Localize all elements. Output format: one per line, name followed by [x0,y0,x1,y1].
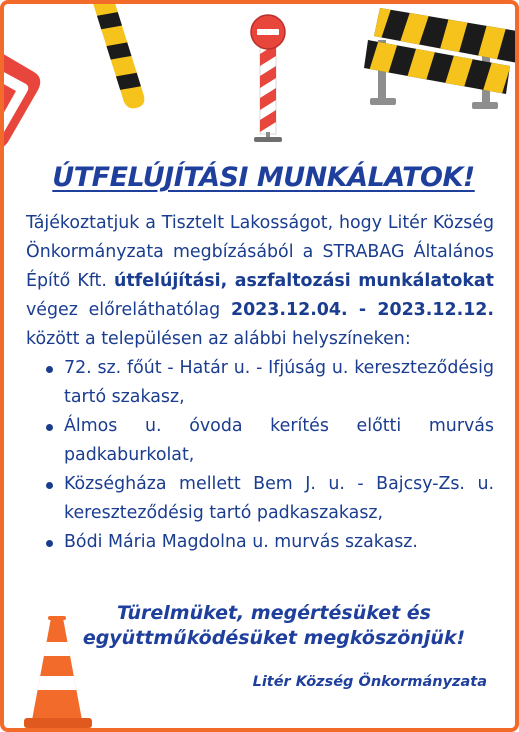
list-item: Bódi Mária Magdolna u. murvás szakasz. [26,528,494,557]
no-entry-sign-pole-icon [248,14,288,146]
striped-pole-icon [84,0,154,115]
closing-line-2: együttműködésüket megköszönjük! [82,627,466,649]
notice-body [26,209,494,557]
location-list [26,354,494,557]
signature: Litér Község Önkormányzata [252,674,487,690]
road-barrier-icon [360,0,519,112]
intro-bold-dates: 2023.12.04. - 2023.12.12. [230,300,495,320]
list-item: Községháza mellett Bem J. u. - Bajcsy-Zs. u. kereszteződésig tartó padkaszakasz, [26,470,494,528]
warning-sign-icon [0,42,52,152]
intro-text-3: között a településen az alábbi helyszíneken: [26,329,411,349]
page-title: ÚTFELÚJÍTÁSI MUNKÁLATOK! [52,162,475,193]
intro-text-1: Tájékoztatjuk a Tisztelt Lakosságot, hogy Litér Község Önkormányzata megbízásából a STRABAG Általános Építő Kft. [26,213,494,291]
list-item: 72. sz. főút - Határ u. - Ifjúság u. kereszteződésig tartó szakasz, [26,354,494,412]
closing-line-1: Türelmüket, megértésüket és [117,602,431,624]
intro-text-2: végez előreláthatólag [26,300,231,320]
closing-message [64,601,484,651]
intro-bold-works: útfelújítási, aszfaltozási munkálatokat [113,271,494,291]
list-item: Álmos u. óvoda kerítés előtti murvás padkaburkolat, [26,412,494,470]
intro-paragraph [26,209,494,354]
